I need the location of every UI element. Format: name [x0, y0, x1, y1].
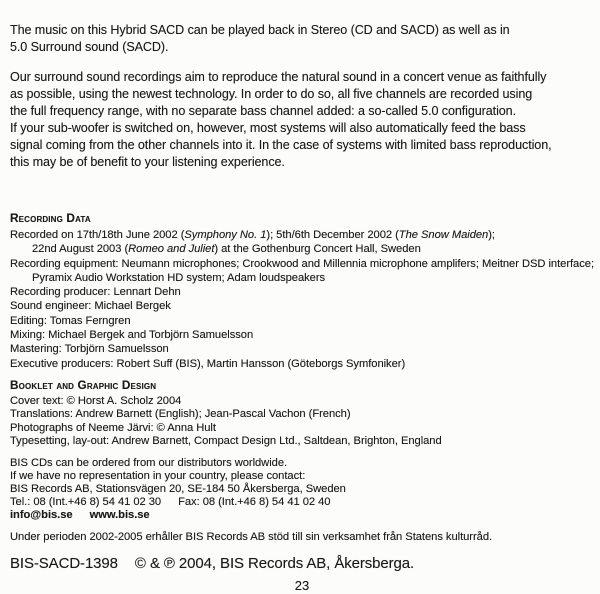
- tel-number: Tel.: 08 (Int.+46 8) 54 41 02 30: [10, 495, 162, 508]
- intro-line: this may be of benefit to your listening experience.: [10, 155, 285, 169]
- credit-line-mixing: Mixing: Michael Bergek and Torbjörn Samuelsson: [10, 329, 254, 342]
- credit-line-cover-text: Cover text: © Horst A. Scholz 2004: [10, 394, 182, 407]
- intro-line: The music on this Hybrid SACD can be played back in Stereo (CD and SACD) as well as in: [10, 23, 510, 37]
- fax-number: Fax: 08 (Int.+46 8) 54 41 02 40: [178, 495, 331, 508]
- credit-line-recorded-dates-cont: [10, 242, 594, 256]
- intro-line: as possible, using the newest technology. In order to do so, all five channels are recorded using: [10, 87, 533, 101]
- section-heading-recording-data: Recording Data: [10, 211, 91, 225]
- email-address: info@bis.se: [10, 508, 73, 521]
- catalog-copyright-line: [10, 554, 594, 573]
- credit-line-editing: Editing: Tomas Ferngren: [10, 314, 131, 327]
- page-number: 23: [294, 577, 310, 593]
- credit-line-photographs: Photographs of Neeme Järvi: © Anna Hult: [10, 421, 216, 434]
- support-note: Under perioden 2002-2005 erhåller BIS Records AB stöd till sin verksamhet från Statens kulturråd.: [10, 530, 493, 543]
- contact-links-line: [10, 509, 594, 522]
- text-segment: ) at the Gothenburg Concert Hall, Sweden: [214, 243, 421, 256]
- credit-line-executive-producers: Executive producers: Robert Suff (BIS), Martin Hansson (Göteborgs Symfoniker): [10, 357, 406, 370]
- phone-fax-line: [10, 496, 594, 509]
- distributor-info: [10, 457, 594, 522]
- intro-line: If your sub-woofer is switched on, however, most systems will also automatically feed the bass: [10, 121, 526, 135]
- text-segment: 22nd August 2003 (: [32, 243, 129, 256]
- recording-credits: [10, 228, 594, 371]
- booklet-credits: [10, 395, 594, 448]
- distributor-address: BIS Records AB, Stationsvägen 20, SE-184 50 Åkersberga, Sweden: [10, 482, 346, 495]
- intro-paragraph-playback: [10, 22, 594, 56]
- intro-line: the full frequency range, with no separate bass channel added: a so-called 5.0 configuration.: [10, 104, 516, 118]
- text-segment: Recorded on 17th/18th June 2002 (: [10, 229, 185, 241]
- credit-line-mastering: Mastering: Torbjörn Samuelsson: [10, 343, 169, 356]
- intro-paragraph-surround: [10, 69, 594, 171]
- credit-line-producer: Recording producer: Lennart Dehn: [10, 286, 181, 299]
- section-heading-booklet-design: Booklet and Graphic Design: [10, 377, 157, 392]
- credit-line-typesetting: Typesetting, lay-out: Andrew Barnett, Compact Design Ltd., Saltdean, Brighton, England: [10, 434, 442, 447]
- website-url: www.bis.se: [89, 508, 150, 521]
- work-title-italic: Symphony No. 1: [184, 229, 267, 241]
- work-title-italic: The Snow Maiden: [398, 229, 489, 241]
- catalog-number: BIS-SACD-1398: [10, 554, 118, 572]
- intro-line: signal coming from the other channels into it. In the case of systems with limited bass reproduction,: [10, 138, 552, 152]
- text-segment: ); 5th/6th December 2002 (: [266, 229, 399, 241]
- credit-line-sound-engineer: Sound engineer: Michael Bergek: [10, 300, 171, 313]
- copyright-notice: © & ℗ 2004, BIS Records AB, Åkersberga.: [134, 554, 415, 572]
- distributor-line: BIS CDs can be ordered from our distributors worldwide.: [10, 457, 288, 470]
- text-segment: );: [488, 229, 495, 241]
- credit-line-recorded-dates: [10, 228, 594, 242]
- credit-line-translations: Translations: Andrew Barnett (English); Jean-Pascal Vachon (French): [10, 408, 351, 421]
- intro-line: Our surround sound recordings aim to reproduce the natural sound in a concert venue as faithfully: [10, 70, 547, 84]
- credit-line-equipment-cont: Pyramix Audio Workstation HD system; Adam loudspeakers: [32, 271, 326, 284]
- credit-line-equipment: Recording equipment: Neumann microphones; Crookwood and Millennia microphone amplifers; Meitner DSD interface;: [10, 257, 594, 270]
- work-title-italic: Romeo and Juliet: [128, 243, 215, 256]
- distributor-line: If we have no representation in your country, please contact:: [10, 470, 306, 483]
- intro-line: 5.0 Surround sound (SACD).: [10, 40, 169, 54]
